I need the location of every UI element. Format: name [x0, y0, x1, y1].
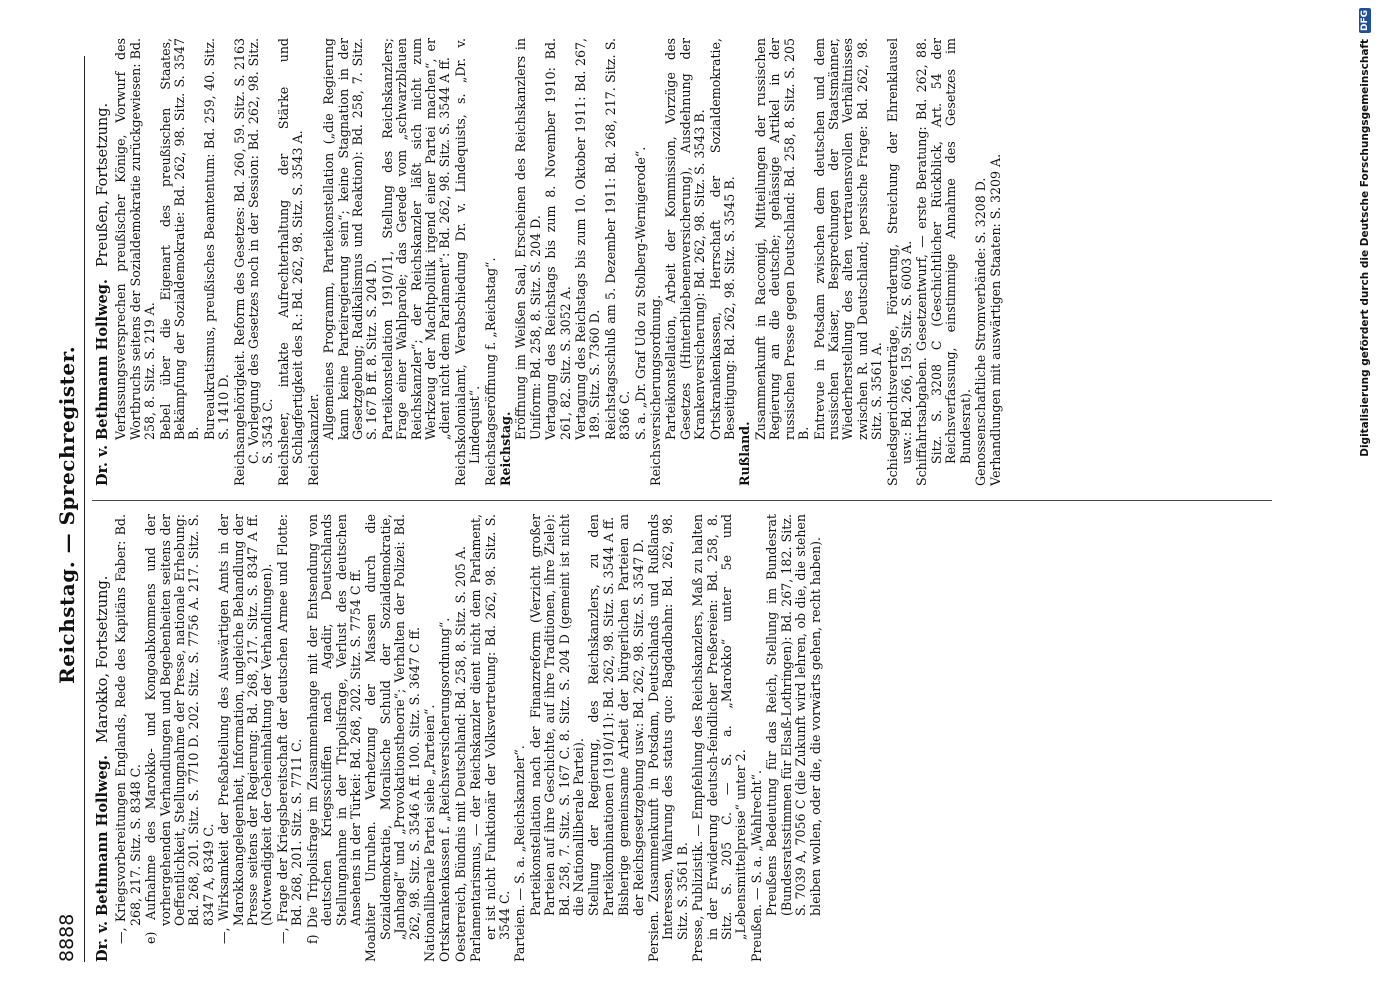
page-title: Reichstag. — Sprechregister. [55, 345, 79, 684]
index-entry: Reichskolonialamt, Verabschiedung Dr. v. Lindequists, s. „Dr. v. Lindequist“. [452, 38, 483, 486]
index-entry: Bisherige gemeinsame Arbeit der bürgerlichen Parteien an der Reichsgesetzgebung usw.: Bd. 262, 98. Sitz. S. 3547 D. [616, 514, 646, 916]
index-entry: Nationalliberale Partei siehe „Parteien“. [421, 704, 437, 962]
index-entry: Reichstagseröffnung f. „Reichstag“. [482, 257, 498, 486]
dfg-logo: DFG [1360, 10, 1370, 32]
left-speaker-name: Dr. v. Bethmann Hollweg. [94, 755, 111, 962]
index-entry: Zusammenkunft in Racconigi, Mitteilungen der russischen Regierung an die deutsche; gehässige Artikel in der russischen Presse gegen Deutschland: Bd. 258, 8. Sitz. S. 205 B. [752, 38, 812, 440]
index-entry: Presse, Publizistik. — Empfehlung des Reichskanzlers, Maß zu halten in der Erwiderung deutsch-feindlicher Preßereien: Bd. 258, 8. Sitz. S. 205 C. — S. a. „Marokko“ unter 5e und „Lebensmittelpreise“ unter 2. [690, 514, 749, 962]
index-entry: Parteikonstellation, Arbeit der Kommission, Vorzüge des Gesetzes (Hinterbliebenenversicherung), Ausdehnung der Krankenversicherung): Bd. 262, 98. Sitz. S. 3543 B. [663, 38, 708, 440]
page-number: 8888 [56, 913, 78, 962]
right-column-head [96, 38, 110, 486]
digitization-note-text: Digitalisierung gefördert durch die Deutsche Forschungsgemeinschaft [1359, 39, 1371, 457]
index-entry: Parteikonstellation 1910/11, Stellung des Reichskanzlers; Frage einer Wahlparole; das Gerede vom „schwarzblauen Reichskanzler“; der Reichskanzler läßt sich nicht zum Werkzeug der Machtpolitik irgend einer Partei machen“, er „dient nicht dem Parlament“: Bd. 262, 98. Sitz. S. 3544 A ff. [379, 38, 453, 440]
index-entry: Reichstagsschluß am 5. Dezember 1911: Bd. 268, 217. Sitz. S. 8366 C. [602, 38, 633, 440]
index-entry: Reichskanzler. [305, 393, 321, 486]
index-entry: Reichsangehörigkeit. Reform des Gesetzes: Bd. 260, 59. Sitz. S. 2163 C. Vorlegung des Gesetzes noch in der Session: Bd. 262, 98. Sitz. S. 3543 C. [231, 38, 276, 486]
index-entry: Rußland. [737, 421, 753, 486]
digitization-note [1356, 8, 1374, 988]
index-entry: Stellung der Regierung, des Reichskanzlers, zu den Parteikombinationen (1910/11): Bd. 262, 98. Sitz. S. 3544 A ff. [586, 514, 616, 916]
index-entry: —, Frage der Kriegsbereitschaft der deutschen Armee und Flotte: Bd. 268, 201. Sitz. S. 7711 C. [274, 514, 305, 944]
index-entry: Ortskrankenkassen, Herrschaft der Sozialdemokratie, Beseitigung: Bd. 262, 98. Sitz. S. 3545 B. [707, 38, 738, 440]
index-entry: Schiedsgerichtsverträge, Förderung, Streichung der Ehrenklausel usw.: Bd. 266, 159. Sitz. S. 6003 A. [884, 38, 914, 486]
index-entry: Entrevue in Potsdam zwischen dem deutschen und dem russischen Kaiser, Besprechungen der Staatsmänner, Wiederherstellung des alten vertrauensvollen Verhältnisses zwischen R. und Deutschland; persische Frage: Bd. 262, 98. Sitz. S. 3561 A. [811, 38, 885, 440]
index-entry: Preußen. — S. a. „Wahlrecht“. [748, 769, 764, 962]
left-column [96, 514, 1276, 962]
right-continued-heading: Preußen, Fortsetzung. [95, 102, 111, 268]
index-entry: Reichsversicherungsordnung. [648, 294, 664, 486]
left-continued-heading: Marokko, Fortsetzung. [95, 575, 111, 744]
index-entry: Eröffnung im Weißen Saal, Erscheinen des Reichskanzlers in Uniform: Bd. 258, 8. Sitz. S. 204 D. [513, 38, 543, 440]
index-entry: e) Aufnahme des Marokko- und Kongoabkommens und der vorhergehenden Verhandlungen und Begebenheiten seitens der Oeffentlichkeit, Stellungnahme der Presse, nationale Erhebung: Bd. 268, 201. Sitz. S. 7710 D. 202. Sitz. S. 7756 A. 217. Sitz. S. 8347 A, 8349 C. [143, 514, 216, 944]
left-entries [114, 514, 823, 962]
index-entry: Moabiter Unruhen. Verhetzung der Massen durch die Sozialdemokratie, Moralische Schuld der Sozialdemokratie, „Janhagel“ und „Provokationstheorie“; Verhalten der Polizei: Bd. 262, 98. Sitz. S. 3546 A ff. 100. Sitz. S. 3647 C ff. [363, 514, 422, 962]
index-entry: Vertagung des Reichstags bis zum 8. November 1910: Bd. 261, 82. Sitz. S. 3052 A. [543, 38, 573, 440]
index-entry: Parteien. — S. a. „Reichskanzler“. [512, 745, 528, 962]
index-entry: Parlamentarismus, — der Reichskanzler dient nicht dem Parlament, er ist nicht Funktionär der Volksvertretung: Bd. 262, 98. Sitz. S. 3544 C. [468, 514, 512, 962]
index-entry: Bureaukratismus, preußisches Beamtentum: Bd. 259, 40. Sitz. S. 1410 D. [201, 38, 232, 440]
index-entry: Genossenschaftliche Stromverbände: S. 3208 D. [972, 177, 988, 486]
index-entry: Preußens Bedeutung für das Reich, Stellung im Bundesrat (Bundesratsstimmen für Elsaß-Lothringen): Bd. 267, 182. Sitz. S. 7039 A, 7056 C (die Zukunft wird lehren, ob die, die stehen bleiben wollen, oder die, die vorwärts gehen, recht haben). [764, 514, 823, 916]
index-entry: Allgemeines Programm, Parteikonstellation („die Regierung kann keine Parteiregierung sein“; keine Stagnation in der Gesetzgebung; Radikalismus und Reaktion): Bd. 258, 7. Sitz. S. 167 B ff. 8. Sitz. S. 204 D. [321, 38, 380, 440]
column-divider [92, 500, 1272, 501]
index-entry: Vertagung des Reichstags bis zum 10. Oktober 1911: Bd. 267, 189. Sitz. S. 7360 D. [573, 38, 603, 440]
index-entry: —, Wirksamkeit der Preßabteilung des Auswärtigen Amts in der Marokkoangelegenheit, Information, ungleiche Behandlung der Presse seitens der Regierung: Bd. 268, 217. Sitz. S. 8347 A ff. (Notwendigkeit der Geheimhaltung der Verhandlungen). [216, 514, 275, 944]
index-entry: f) Die Tripolisfrage im Zusammenhange mit der Entsendung von deutschen Kriegsschiffen nach Agadir, Deutschlands Stellungnahme in der Tripolisfrage, Verlust des deutschen Ansehens in der Türkei: Bd. 268, 202. Sitz. S. 7754 C ff. [304, 514, 363, 944]
index-entry: Reichsheer, intakte Aufrechterhaltung der Stärke und Schlagfertigkeit des R.: Bd. 262, 98. Sitz. S. 3543 A. [275, 38, 306, 486]
index-entry: Oesterreich, Bündnis mit Deutschland: Bd. 258, 8. Sitz. S. 205 A. [452, 546, 468, 962]
index-entry: Verfassungsversprechen preußischer Könige, Vorwurf des Wortbruchs seitens der Sozialdemokratie zurückgewiesen: Bd. 258, 8. Sitz. S. 219 A. [113, 38, 158, 440]
index-entry: Bebel über die Eigenart des preußischen Staates, Bekämpfung der Sozialdemokratie: Bd. 262, 98. Sitz. S. 3547 B. [157, 38, 202, 440]
left-column-head [96, 514, 110, 962]
index-entry: S. a. „Dr. Graf Udo zu Stolberg-Wernigerode“. [632, 146, 648, 440]
right-speaker-name: Dr. v. Bethmann Hollweg. [94, 279, 111, 486]
index-entry: Verhandlungen mit auswärtigen Staaten: S. 3209 A. [988, 153, 1004, 486]
index-entry: —, Kriegsvorbereitungen Englands, Rede des Kapitäns Faber: Bd. 268, 217. Sitz. S. 8348 C. [113, 514, 143, 944]
index-entry: Persien. Zusammenkunft in Potsdam, Deutschlands und Rußlands Interessen, Wahrung des status quo: Bagdadbahn: Bd. 262, 98. Sitz. S. 3561 B. [646, 514, 690, 962]
index-entry: Parteikonstellation nach der Finanzreform (Verzicht großer Parteien auf ihre Geschichte, auf ihre Traditionen, ihre Ziele): Bd. 258, 7. Sitz. S. 167 C. 8. Sitz. S. 204 D (gemeint ist nicht die Nationalliberale Partei). [527, 514, 586, 916]
index-entry: Reichstag. [497, 411, 513, 486]
right-entries [114, 38, 1003, 486]
index-entry: Schiffahrtsabgaben. Gesetzentwurf, — erste Beratung: Bd. 262, 88. Sitz. S. 3208 C (Geschichtlicher Rückblick, Art. 54 der Reichsverfassung, einstimmige Annahme des Gesetzes im Bundesrat). [914, 38, 973, 486]
index-entry: Ortskrankenkassen f. „Reichsversicherungsordnung“. [437, 617, 453, 962]
right-column [96, 38, 1276, 486]
running-head [50, 56, 85, 962]
